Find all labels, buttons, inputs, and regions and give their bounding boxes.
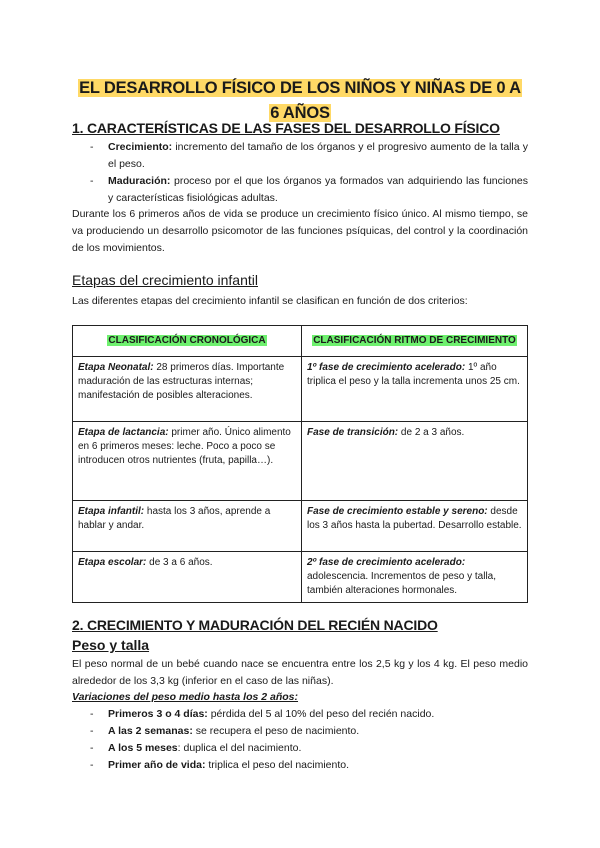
bullet-text: proceso por el que los órganos ya formados van adquiriendo las funciones y características fisiológicas adultas. — [108, 175, 528, 204]
dash-bullet-icon: - — [90, 742, 94, 754]
bullet-item: - Primer año de vida: triplica el peso del nacimiento. — [72, 757, 528, 774]
table-cell: Fase de transición: de 2 a 3 años. — [302, 422, 528, 501]
table-cell: Etapa infantil: hasta los 3 años, aprende a hablar y andar. — [73, 501, 302, 552]
table-cell: Etapa Neonatal: 28 primeros días. Importante maduración de las estructuras internas; manifestación de posibles alteraciones. — [73, 357, 302, 422]
table-header-row — [73, 326, 528, 357]
title-line-1: EL DESARROLLO FÍSICO DE LOS NIÑOS Y NIÑAS DE 0 A — [79, 79, 521, 97]
section-1-heading: 1. CARACTERÍSTICAS DE LAS FASES DEL DESARROLLO FÍSICO — [72, 120, 500, 136]
bullet-term: Crecimiento: — [108, 141, 173, 153]
bullet-term: Maduración: — [108, 175, 171, 187]
table-row — [73, 357, 528, 422]
variations-title: Variaciones del peso medio hasta los 2 años: — [72, 691, 299, 703]
table-row — [73, 501, 528, 552]
dash-bullet-icon: - — [90, 759, 94, 771]
table-cell: 2º fase de crecimiento acelerado: adolescencia. Incrementos de peso y talla, también alteraciones hormonales. — [302, 552, 528, 603]
section-1-bullets — [72, 139, 528, 207]
dash-bullet-icon: - — [90, 141, 94, 153]
table-cell: Fase de crecimiento estable y sereno: desde los 3 años hasta la pubertad. Desarrollo estable. — [302, 501, 528, 552]
header-cronologica: CLASIFICACIÓN CRONOLÓGICA — [73, 326, 302, 357]
subheading-peso-talla: Peso y talla — [72, 637, 150, 653]
table-row — [73, 552, 528, 603]
bullet-item — [72, 173, 528, 207]
dash-bullet-icon: - — [90, 708, 94, 720]
bullet-item: - Primeros 3 o 4 días: pérdida del 5 al 10% del peso del recién nacido. — [72, 706, 528, 723]
table-intro: Las diferentes etapas del crecimiento infantil se clasifican en función de dos criterios: — [72, 295, 468, 307]
section-2-bullets — [72, 706, 528, 774]
table-row — [73, 422, 528, 501]
document-title — [72, 76, 528, 126]
dash-bullet-icon: - — [90, 175, 94, 187]
table-cell: Etapa escolar: de 3 a 6 años. — [73, 552, 302, 603]
bullet-text: incremento del tamaño de los órganos y el progresivo aumento de la talla y el peso. — [108, 141, 528, 170]
bullet-item: - A los 5 meses: duplica el del nacimiento. — [72, 740, 528, 757]
header-ritmo: CLASIFICACIÓN RITMO DE CRECIMIENTO — [302, 326, 528, 357]
section-2-heading: 2. CRECIMIENTO Y MADURACIÓN DEL RECIÉN NACIDO — [72, 617, 438, 633]
title-line-2: 6 AÑOS — [270, 104, 330, 122]
bullet-item — [72, 139, 528, 173]
dash-bullet-icon: - — [90, 725, 94, 737]
section-2-paragraph: El peso normal de un bebé cuando nace se encuentra entre los 2,5 kg y los 4 kg. El peso medio alrededor de los 3,3 kg (inferior en el caso de las niñas). — [72, 658, 528, 687]
table-cell: 1º fase de crecimiento acelerado: 1º año triplica el peso y la talla incrementa unos 25 cm. — [302, 357, 528, 422]
growth-stages-table — [72, 325, 528, 603]
table-cell: Etapa de lactancia: primer año. Único alimento en 6 primeros meses: leche. Poco a poco se introducen otros nutrientes (fruta, papilla…). — [73, 422, 302, 501]
subheading-etapas: Etapas del crecimiento infantil — [72, 272, 258, 288]
bullet-item: - A las 2 semanas: se recupera el peso de nacimiento. — [72, 723, 528, 740]
section-1-paragraph: Durante los 6 primeros años de vida se produce un crecimiento físico único. Al mismo tiempo, se va produciendo un desarrollo psicomotor de las funciones psíquicas, del control y la coordinación de los movimientos. — [72, 208, 528, 254]
